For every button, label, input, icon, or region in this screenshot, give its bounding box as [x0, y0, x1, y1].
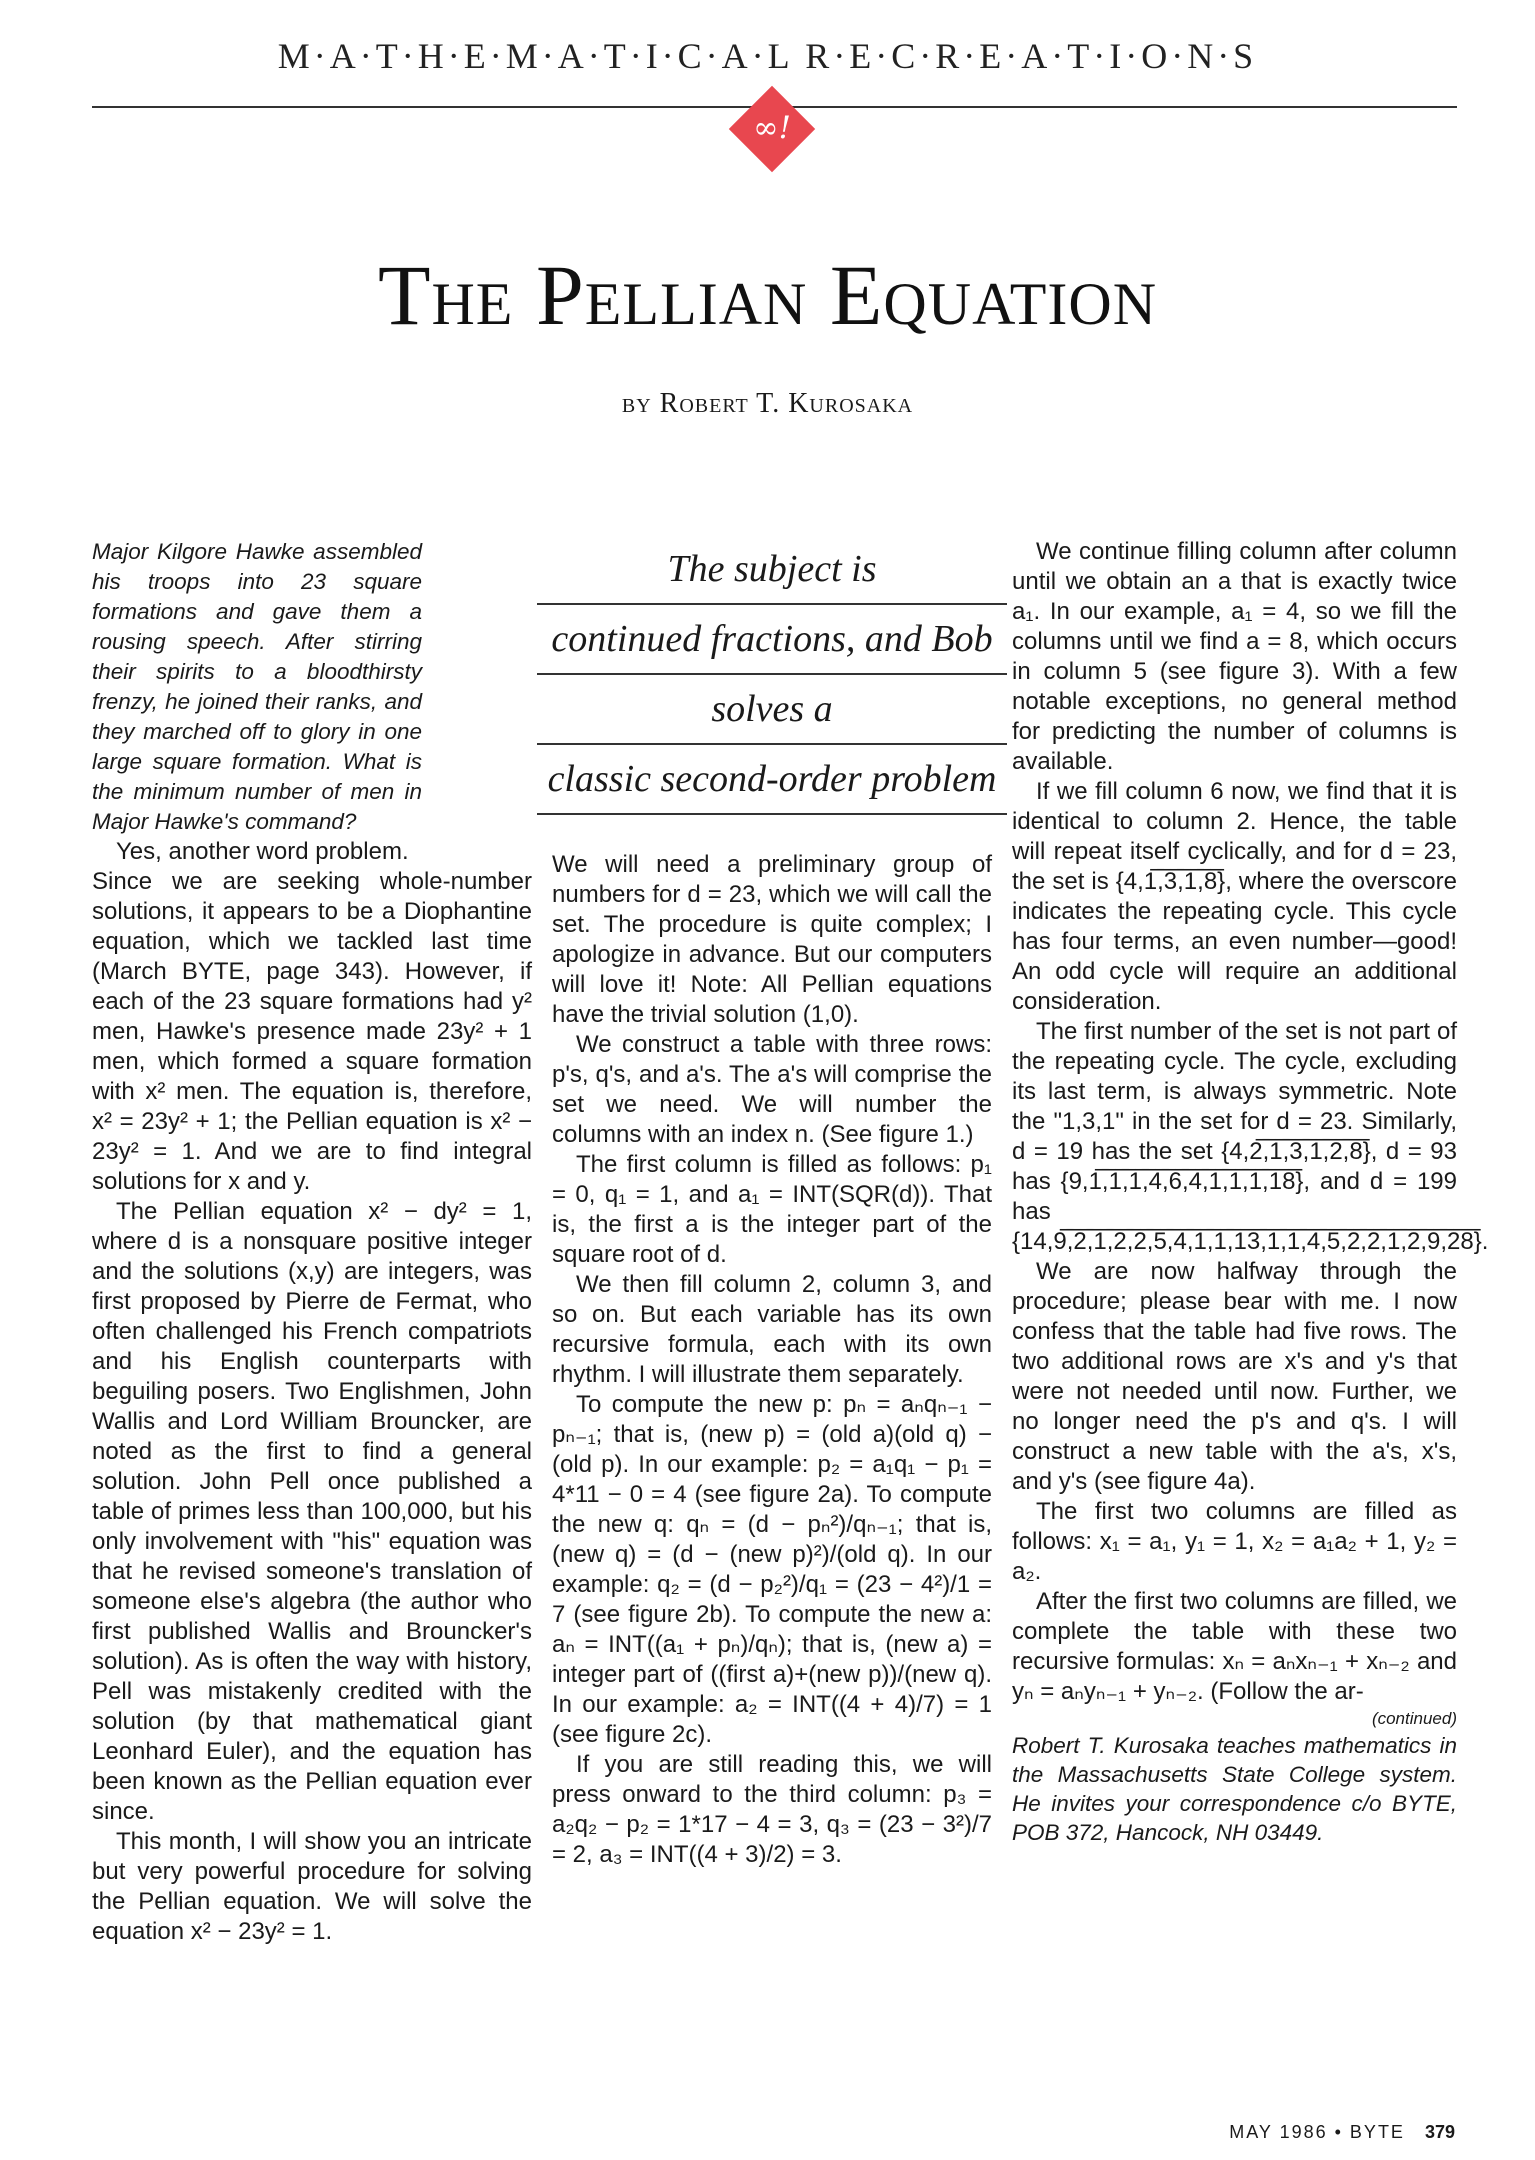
intro-problem: Major Kilgore Hawke assembled his troops into 23 square formations and gave them a rousing speech. After stirring their spirits to a bloodthirsty frenzy, he joined their ranks, and they marched off to glory in one large square formation. What is the minimum number of men in Major Hawke's command? [92, 539, 422, 834]
page-number: 379 [1424, 2122, 1455, 2142]
pull-quote-line: continued fractions, and Bob [537, 605, 1007, 675]
pull-quote-line: classic second-order problem [537, 745, 1007, 815]
paragraph: The first column is filled as follows: p₁ = 0, q₁ = 1, and a₁ = INT(SQR(d)). That is, the first a is the integer part of the square root of d. [552, 1151, 992, 1268]
section-kicker: M·A·T·H·E·M·A·T·I·C·A·L R·E·C·R·E·A·T·I·O·N·S [277, 36, 1258, 76]
paragraph: We continue filling column after column until we obtain an a that is exactly twice a₁. In our example, a₁ = 4, so we fill the columns until we find a = 8, which occurs in column 5 (see figure 3). With a few notable exceptions, no general method for predicting the number of columns is available. [1012, 538, 1457, 775]
paragraph: We then fill column 2, column 3, and so on. But each variable has its own recursive formula, each with its own rhythm. I will illustrate them separately. [552, 1271, 992, 1388]
pull-quote [537, 535, 1007, 815]
paragraph: We construct a table with three rows: p's, q's, and a's. The a's will comprise the set we need. We will number the columns with an index n. (See figure 1.) [552, 1031, 992, 1148]
column-2 [552, 850, 992, 1870]
continued-note: (continued) [1371, 1709, 1457, 1728]
svg-text:∞!: ∞! [753, 111, 791, 146]
paragraph: After the first two columns are filled, we complete the table with these two recursive formulas: xₙ = aₙxₙ₋₁ + xₙ₋₂ and yₙ = aₙyₙ₋₁ + yₙ₋₂. (Follow the ar- [1012, 1588, 1457, 1705]
column-3 [1012, 537, 1489, 1847]
paragraph: We will need a preliminary group of numbers for d = 23, which we will call the set. The procedure is quite complex; I apologize in advance. But our computers will love it! Note: All Pellian equations have the trivial solution (1,0). [552, 851, 992, 1028]
byline: by Robert T. Kurosaka [621, 388, 914, 419]
pull-quote-line: The subject is [537, 535, 1007, 605]
pull-quote-line: solves a [537, 675, 1007, 745]
paragraph: Yes, another word problem. [116, 838, 409, 865]
paragraph: Since we are seeking whole-number solutions, it appears to be a Diophantine equation, which we tackled last time (March BYTE, page 343). However, if each of the 23 square formations had y² men, Hawke's presence made 23y² + 1 men, which formed a square formation with x² men. The equation is, therefore, x² = 23y² + 1; the Pellian equation is x² − 23y² = 1. And we are to find integral solutions for x and y. [92, 868, 532, 1195]
column-1 [92, 537, 532, 1947]
article-title: The Pellian Equation [377, 247, 1158, 343]
paragraph: If you are still reading this, we will press onward to the third column: p₃ = a₂q₂ − p₂ = 1*17 − 4 = 3, q₃ = (23 − 3²)/7 = 2, a₃ = INT((4 + 3)/2) = 3. [552, 1751, 992, 1868]
paragraph: We are now halfway through the procedure; please bear with me. I now confess that the table had five rows. The two additional rows are x's and y's that were not needed until now. Further, we no longer need the p's and q's. I will construct a new table with the a's, x's, and y's (see figure 4a). [1012, 1258, 1457, 1495]
paragraph: If we fill column 6 now, we find that it is identical to column 2. Hence, the table will repeat itself cyclically, and for d = 23, the set is {4,1̅,̅3̅,̅1̅,̅8̅}, where the overscore indicates the repeating cycle. This cycle has four terms, an even number—good! An odd cycle will require an additional consideration. [1012, 778, 1457, 1015]
paragraph: This month, I will show you an intricate but very powerful procedure for solving the Pellian equation. We will solve the equation x² − 23y² = 1. [92, 1828, 532, 1945]
paragraph: To compute the new p: pₙ = aₙqₙ₋₁ − pₙ₋₁; that is, (new p) = (old a)(old q) − (old p). In our example: p₂ = a₁q₁ − p₁ = 4*11 − 0 = 4 (see figure 2a). To compute the new q: qₙ = (d − pₙ²)/qₙ₋₁; that is, (new q) = (d − (new p)²)/(old q). In our example: q₂ = (d − p₂²)/q₁ = (23 − 4²)/1 = 7 (see figure 2b). To compute the new a: aₙ = INT((a₁ + pₙ)/qₙ); that is, (new a) = integer part of ((first a)+(new p))/(new q). In our example: a₂ = INT((4 + 4)/7) = 1 (see figure 2c). [552, 1391, 992, 1748]
infinity-logo-icon [727, 84, 817, 174]
paragraph: The Pellian equation x² − dy² = 1, where d is a nonsquare positive integer and the solutions (x,y) are integers, was first proposed by Pierre de Fermat, who often challenged his French compatriots and his English counterparts with beguiling posers. Two Englishmen, John Wallis and Lord William Brouncker, are noted as the first to find a general solution. John Pell once published a table of primes less than 100,000, but his only involvement with "his" equation was that he revised someone's translation of someone else's algebra (the author who first published Wallis and Brouncker's solution). As is often the way with history, Pell was mistakenly credited with the solution (by that mathematical giant Leonhard Euler), and the equation has been known as the Pellian equation ever since. [92, 1198, 532, 1825]
paragraph: The first number of the set is not part of the repeating cycle. The cycle, excluding its last term, is always symmetric. Note the "1,3,1" in the set for d = 23. Similarly, d = 19 has the set {4,2̅,̅1̅,̅3̅,̅1̅,̅2̅,̅8̅}, d = 93 has {9,1̅,̅1̅,̅1̅,̅4̅,̅6̅,̅4̅,̅1̅,̅1̅,̅1̅,̅1̅8̅}, and d = 199 has {14,9̅,̅2̅,̅1̅,̅2̅,̅2̅,̅5̅,̅4̅,̅1̅,̅1̅,̅1̅3̅,̅1̅,̅1̅,̅4̅,̅5̅,̅2̅,̅2̅,̅1̅,̅2̅,̅9̅,̅2̅8̅}. [1012, 1018, 1489, 1255]
page-footer [1229, 2122, 1455, 2143]
paragraph: The first two columns are filled as follows: x₁ = a₁, y₁ = 1, x₂ = a₁a₂ + 1, y₂ = a₂. [1012, 1498, 1457, 1585]
author-bio: Robert T. Kurosaka teaches mathematics in the Massachusetts State College system. He invites your correspondence c/o BYTE, POB 372, Hancock, NH 03449. [1012, 1733, 1457, 1845]
issue-label: MAY 1986 • BYTE [1229, 2122, 1405, 2142]
